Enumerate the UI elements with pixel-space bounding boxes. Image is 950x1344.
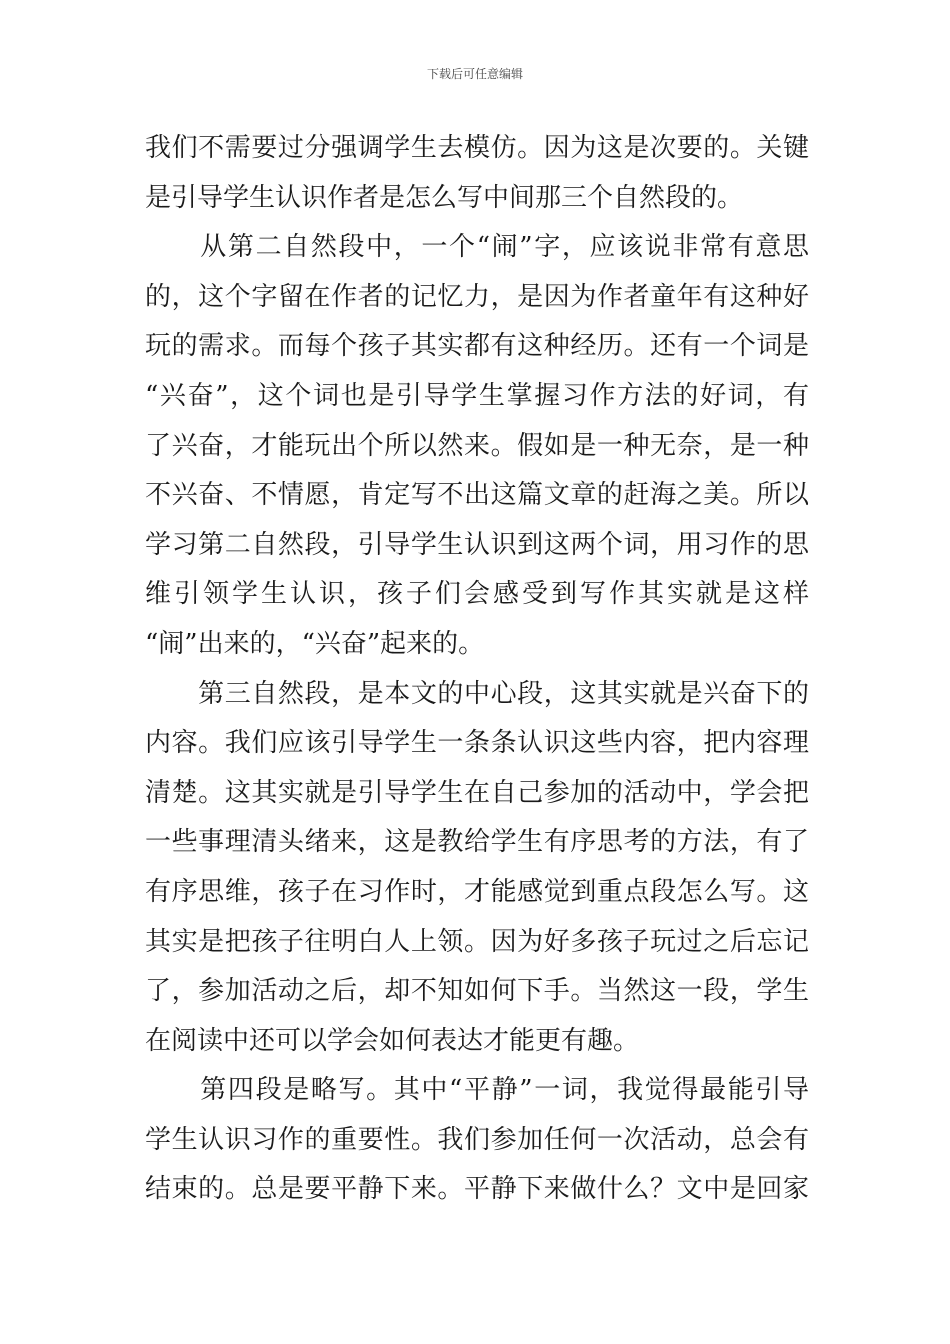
- text-line: 从第二自然段中，一个“闹”字，应该说非常有意思: [145, 232, 809, 263]
- body-text: [145, 124, 809, 1215]
- text-line: 结束的。总是要平静下来。平静下来做什么？文中是回家: [145, 1174, 809, 1205]
- text-line: 玩的需求。而每个孩子其实都有这种经历。还有一个词是: [145, 331, 809, 362]
- text-line: 其实是把孩子往明白人上领。因为好多孩子玩过之后忘记: [145, 926, 809, 957]
- text-line: 不兴奋、不情愿，肯定写不出这篇文章的赶海之美。所以: [145, 480, 809, 511]
- text-line: 维引领学生认识，孩子们会感受到写作其实就是这样: [145, 579, 809, 610]
- text-line: 有序思维，孩子在习作时，才能感觉到重点段怎么写。这: [145, 876, 809, 907]
- text-line: 第四段是略写。其中“平静”一词，我觉得最能引导: [145, 1075, 809, 1106]
- text-line: 我们不需要过分强调学生去模仿。因为这是次要的。关键: [145, 133, 809, 163]
- text-line: “闹”出来的，“兴奋”起来的。: [145, 628, 485, 659]
- text-line: 了，参加活动之后，却不知如何下手。当然这一段，学生: [145, 976, 809, 1007]
- header-note: 下载后可任意编辑: [426, 67, 523, 81]
- text-line: 学习第二自然段，引导学生认识到这两个词，用习作的思: [145, 529, 809, 560]
- text-line: 第三自然段，是本文的中心段，这其实就是兴奋下的: [145, 678, 809, 709]
- text-line: 了兴奋，才能玩出个所以然来。假如是一种无奈，是一种: [145, 430, 809, 461]
- text-line: 清楚。这其实就是引导学生在自己参加的活动中，学会把: [145, 777, 809, 808]
- text-line: 内容。我们应该引导学生一条条认识这些内容，把内容理: [145, 728, 809, 759]
- text-line: 一些事理清头绪来，这是教给学生有序思考的方法，有了: [145, 827, 809, 858]
- text-line: 的，这个字留在作者的记忆力，是因为作者童年有这种好: [145, 281, 809, 312]
- text-line: 在阅读中还可以学会如何表达才能更有趣。: [145, 1025, 640, 1056]
- text-line: 学生认识习作的重要性。我们参加任何一次活动，总会有: [145, 1124, 809, 1155]
- text-line: “兴奋”，这个词也是引导学生掌握习作方法的好词，有: [145, 380, 809, 411]
- text-line: 是引导学生认识作者是怎么写中间那三个自然段的。: [145, 182, 744, 213]
